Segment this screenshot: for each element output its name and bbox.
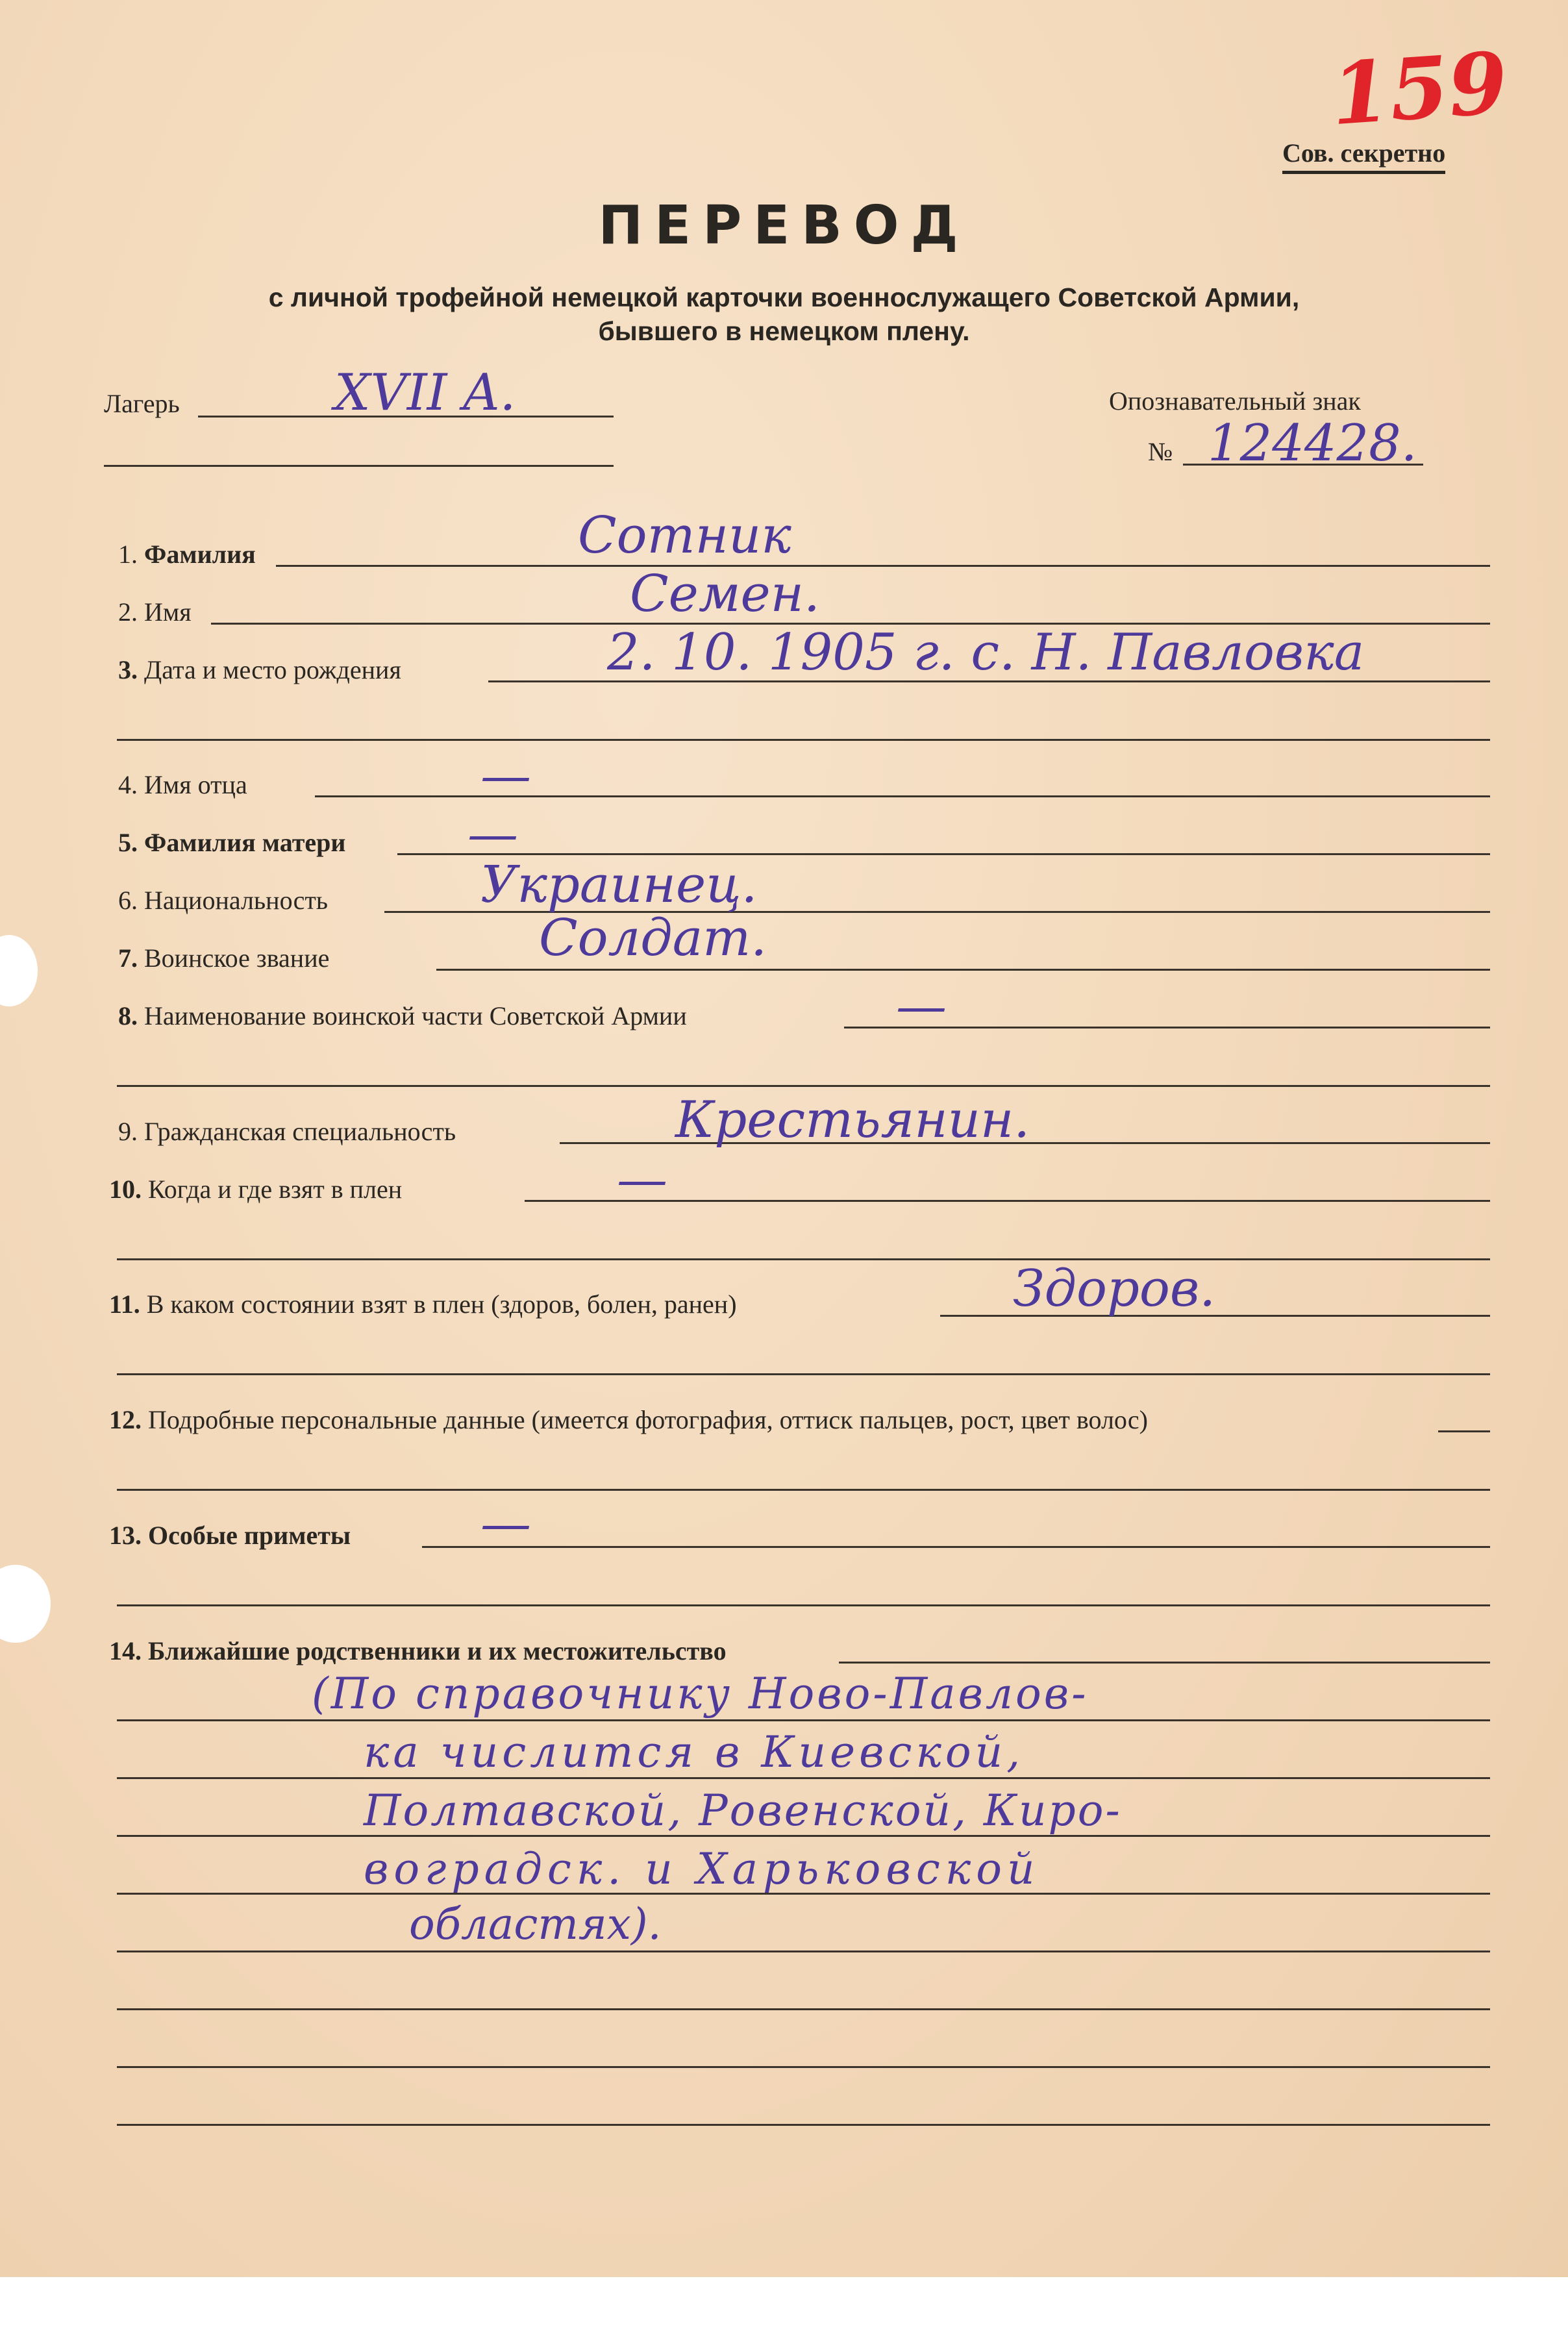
subtitle-line-1: с личной трофейной немецкой карточки военнослужащего Советской Армии,	[268, 282, 1300, 312]
field-5-line	[397, 853, 1490, 855]
field-8-label: 8. Наименование воинской части Советской Армии	[118, 1001, 687, 1030]
field-10-label: 10. Когда и где взят в плен	[109, 1175, 403, 1204]
field-11-line-2	[117, 1373, 1490, 1375]
field-2-label: 2. Имя	[118, 597, 192, 627]
id-tag-value: 124428.	[1208, 414, 1417, 473]
field-9-label: 9. Гражданская специальность	[118, 1117, 456, 1146]
id-tag-label: Опознавательный знак	[1109, 386, 1361, 416]
id-tag-number-label: №	[1148, 437, 1173, 466]
relatives-note-line-3: Полтавской, Ровенской, Киро-	[364, 1786, 1122, 1836]
field-11-value: Здоров.	[1013, 1260, 1216, 1318]
field-6-value: Украинец.	[480, 856, 758, 914]
relatives-line-7	[117, 2066, 1490, 2068]
field-3-label: 3. Дата и место рождения	[118, 655, 401, 684]
document-subtitle	[0, 280, 1568, 348]
document-title: ПЕРЕВОД	[598, 195, 970, 256]
field-4-value: —	[480, 747, 531, 805]
relatives-note-line-2: ка числится в Киевской,	[364, 1727, 1025, 1777]
field-12-line	[1438, 1430, 1490, 1432]
torn-edge-notch-upper	[0, 935, 38, 1006]
camp-line-2	[104, 465, 614, 467]
field-6-label: 6. Национальность	[118, 886, 329, 915]
relatives-note-line-5: областях).	[409, 1899, 662, 1949]
field-14-line	[839, 1662, 1490, 1664]
field-5-value: —	[467, 805, 518, 864]
classification-label: Сов. секретно	[1282, 138, 1445, 174]
field-13-value: —	[480, 1495, 531, 1553]
field-10-value: —	[617, 1151, 667, 1209]
field-1-label: 1. Фамилия	[118, 540, 256, 569]
field-13-label: 13. Особые приметы	[109, 1521, 351, 1550]
relatives-note-line-1: (По справочнику Ново-Павлов-	[312, 1669, 1089, 1719]
field-11-label: 11. В каком состоянии взят в плен (здоров, болен, ранен)	[109, 1290, 737, 1319]
field-2-value: Семен.	[630, 565, 820, 623]
field-12-label: 12. Подробные персональные данные (имеется фотография, оттиск пальцев, рост, цвет волос)	[109, 1405, 1148, 1434]
field-1-value: Сотник	[578, 506, 791, 565]
field-8-line-2	[117, 1085, 1490, 1087]
subtitle-line-2: бывшего в немецком плену.	[598, 316, 970, 346]
field-7-value: Солдат.	[539, 909, 767, 967]
field-7-line	[436, 969, 1490, 971]
relatives-line-8	[117, 2124, 1490, 2126]
torn-edge-corner	[1516, 2305, 1542, 2331]
field-13-line-2	[117, 1604, 1490, 1606]
field-3-line-2	[117, 739, 1490, 741]
field-14-label: 14. Ближайшие родственники и их местожительство	[109, 1636, 727, 1665]
field-8-value: —	[896, 977, 947, 1036]
torn-edge-notch-lower	[0, 1565, 51, 1643]
relatives-line-5	[117, 1951, 1490, 1952]
field-7-label: 7. Воинское звание	[118, 943, 330, 973]
field-4-label: 4. Имя отца	[118, 770, 247, 799]
field-9-value: Крестьянин.	[675, 1091, 1030, 1149]
relatives-line-1	[117, 1719, 1490, 1721]
field-10-line	[525, 1200, 1490, 1202]
relatives-line-2	[117, 1777, 1490, 1779]
field-10-line-2	[117, 1258, 1490, 1260]
field-3-value: 2. 10. 1905 г. с. Н. Павловка	[607, 623, 1365, 682]
field-12-line-2	[117, 1489, 1490, 1491]
handwritten-page-number: 159	[1327, 32, 1511, 145]
relatives-line-6	[117, 2008, 1490, 2010]
camp-label: Лагерь	[104, 389, 180, 418]
field-13-line	[422, 1546, 1490, 1548]
field-1-line	[276, 565, 1490, 567]
relatives-note-line-4: воградск. и Харьковской	[364, 1844, 1040, 1894]
field-5-label: 5. Фамилия матери	[118, 828, 346, 857]
camp-value: XVII A.	[334, 364, 516, 422]
